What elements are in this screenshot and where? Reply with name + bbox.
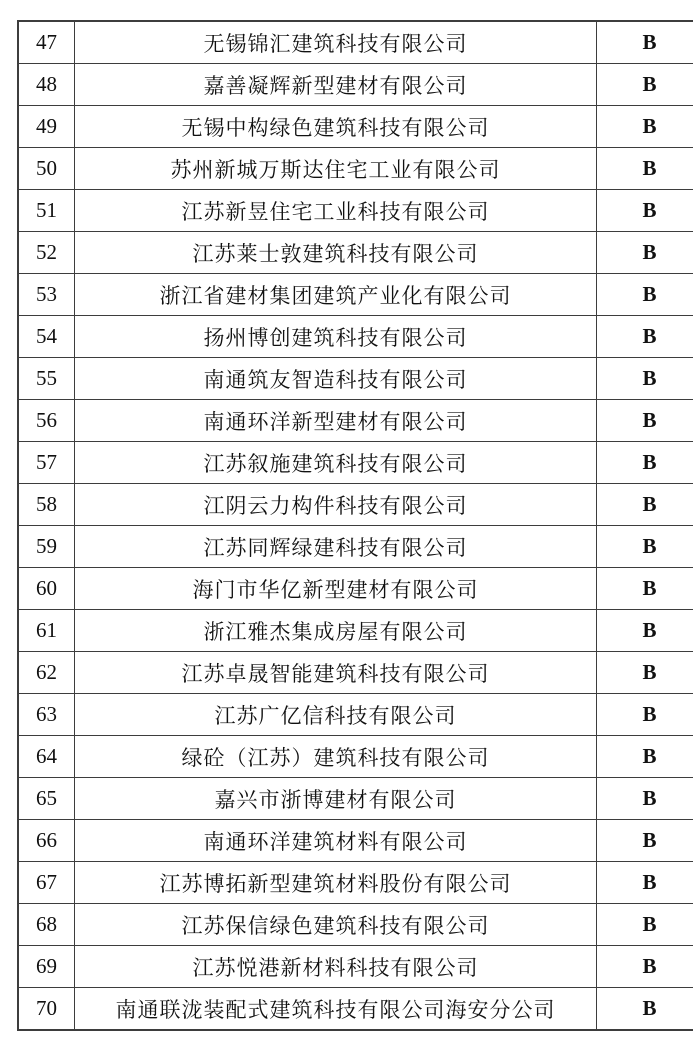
company-name-cell: 扬州博创建筑科技有限公司: [75, 316, 597, 358]
row-number-cell: 65: [18, 778, 75, 820]
table-row: [18, 694, 693, 736]
table-row: [18, 652, 693, 694]
grade-cell: B: [597, 610, 693, 652]
row-number-cell: 52: [18, 232, 75, 274]
company-name-cell: 南通联泷装配式建筑科技有限公司海安分公司: [75, 988, 597, 1031]
company-name-cell: 江苏博拓新型建筑材料股份有限公司: [75, 862, 597, 904]
row-number-cell: 60: [18, 568, 75, 610]
row-number-cell: 63: [18, 694, 75, 736]
row-number-cell: 55: [18, 358, 75, 400]
company-name-cell: 苏州新城万斯达住宅工业有限公司: [75, 148, 597, 190]
company-name-cell: 绿砼（江苏）建筑科技有限公司: [75, 736, 597, 778]
grade-cell: B: [597, 778, 693, 820]
grade-cell: B: [597, 568, 693, 610]
grade-cell: B: [597, 946, 693, 988]
row-number-cell: 56: [18, 400, 75, 442]
grade-cell: B: [597, 694, 693, 736]
company-name-cell: 无锡锦汇建筑科技有限公司: [75, 21, 597, 64]
row-number-cell: 58: [18, 484, 75, 526]
grade-cell: B: [597, 652, 693, 694]
table-row: [18, 988, 693, 1031]
row-number-cell: 66: [18, 820, 75, 862]
company-name-cell: 南通环洋建筑材料有限公司: [75, 820, 597, 862]
table-row: [18, 862, 693, 904]
row-number-cell: 62: [18, 652, 75, 694]
company-name-cell: 嘉善凝辉新型建材有限公司: [75, 64, 597, 106]
grade-cell: B: [597, 148, 693, 190]
grade-cell: B: [597, 820, 693, 862]
company-name-cell: 江苏广亿信科技有限公司: [75, 694, 597, 736]
company-name-cell: 江苏新昱住宅工业科技有限公司: [75, 190, 597, 232]
table-body: [18, 21, 693, 1030]
row-number-cell: 50: [18, 148, 75, 190]
company-grade-table: [17, 20, 693, 1031]
company-name-cell: 江苏同辉绿建科技有限公司: [75, 526, 597, 568]
table-row: [18, 400, 693, 442]
table-row: [18, 442, 693, 484]
row-number-cell: 68: [18, 904, 75, 946]
company-name-cell: 浙江雅杰集成房屋有限公司: [75, 610, 597, 652]
table-row: [18, 316, 693, 358]
grade-cell: B: [597, 274, 693, 316]
company-name-cell: 江阴云力构件科技有限公司: [75, 484, 597, 526]
table-row: [18, 736, 693, 778]
table-row: [18, 358, 693, 400]
table-row: [18, 64, 693, 106]
company-name-cell: 江苏叙施建筑科技有限公司: [75, 442, 597, 484]
table-row: [18, 148, 693, 190]
row-number-cell: 47: [18, 21, 75, 64]
company-name-cell: 南通筑友智造科技有限公司: [75, 358, 597, 400]
row-number-cell: 59: [18, 526, 75, 568]
company-name-cell: 海门市华亿新型建材有限公司: [75, 568, 597, 610]
company-name-cell: 江苏保信绿色建筑科技有限公司: [75, 904, 597, 946]
row-number-cell: 64: [18, 736, 75, 778]
grade-cell: B: [597, 988, 693, 1031]
company-name-cell: 江苏卓晟智能建筑科技有限公司: [75, 652, 597, 694]
row-number-cell: 70: [18, 988, 75, 1031]
grade-cell: B: [597, 21, 693, 64]
row-number-cell: 53: [18, 274, 75, 316]
table-row: [18, 190, 693, 232]
company-name-cell: 浙江省建材集团建筑产业化有限公司: [75, 274, 597, 316]
company-name-cell: 南通环洋新型建材有限公司: [75, 400, 597, 442]
grade-cell: B: [597, 484, 693, 526]
company-name-cell: 江苏悦港新材料科技有限公司: [75, 946, 597, 988]
grade-cell: B: [597, 400, 693, 442]
table-row: [18, 232, 693, 274]
grade-cell: B: [597, 232, 693, 274]
row-number-cell: 69: [18, 946, 75, 988]
grade-cell: B: [597, 442, 693, 484]
table-row: [18, 610, 693, 652]
table-row: [18, 526, 693, 568]
grade-cell: B: [597, 316, 693, 358]
company-name-cell: 无锡中构绿色建筑科技有限公司: [75, 106, 597, 148]
table-row: [18, 904, 693, 946]
company-name-cell: 嘉兴市浙博建材有限公司: [75, 778, 597, 820]
row-number-cell: 61: [18, 610, 75, 652]
row-number-cell: 57: [18, 442, 75, 484]
table-row: [18, 21, 693, 64]
grade-cell: B: [597, 190, 693, 232]
row-number-cell: 49: [18, 106, 75, 148]
company-name-cell: 江苏莱士敦建筑科技有限公司: [75, 232, 597, 274]
table-row: [18, 946, 693, 988]
table-row: [18, 484, 693, 526]
grade-cell: B: [597, 358, 693, 400]
table-row: [18, 778, 693, 820]
grade-cell: B: [597, 64, 693, 106]
row-number-cell: 67: [18, 862, 75, 904]
grade-cell: B: [597, 526, 693, 568]
table-row: [18, 106, 693, 148]
grade-cell: B: [597, 904, 693, 946]
table-row: [18, 568, 693, 610]
row-number-cell: 48: [18, 64, 75, 106]
table-row: [18, 274, 693, 316]
row-number-cell: 54: [18, 316, 75, 358]
grade-cell: B: [597, 862, 693, 904]
grade-cell: B: [597, 106, 693, 148]
table-row: [18, 820, 693, 862]
grade-cell: B: [597, 736, 693, 778]
row-number-cell: 51: [18, 190, 75, 232]
